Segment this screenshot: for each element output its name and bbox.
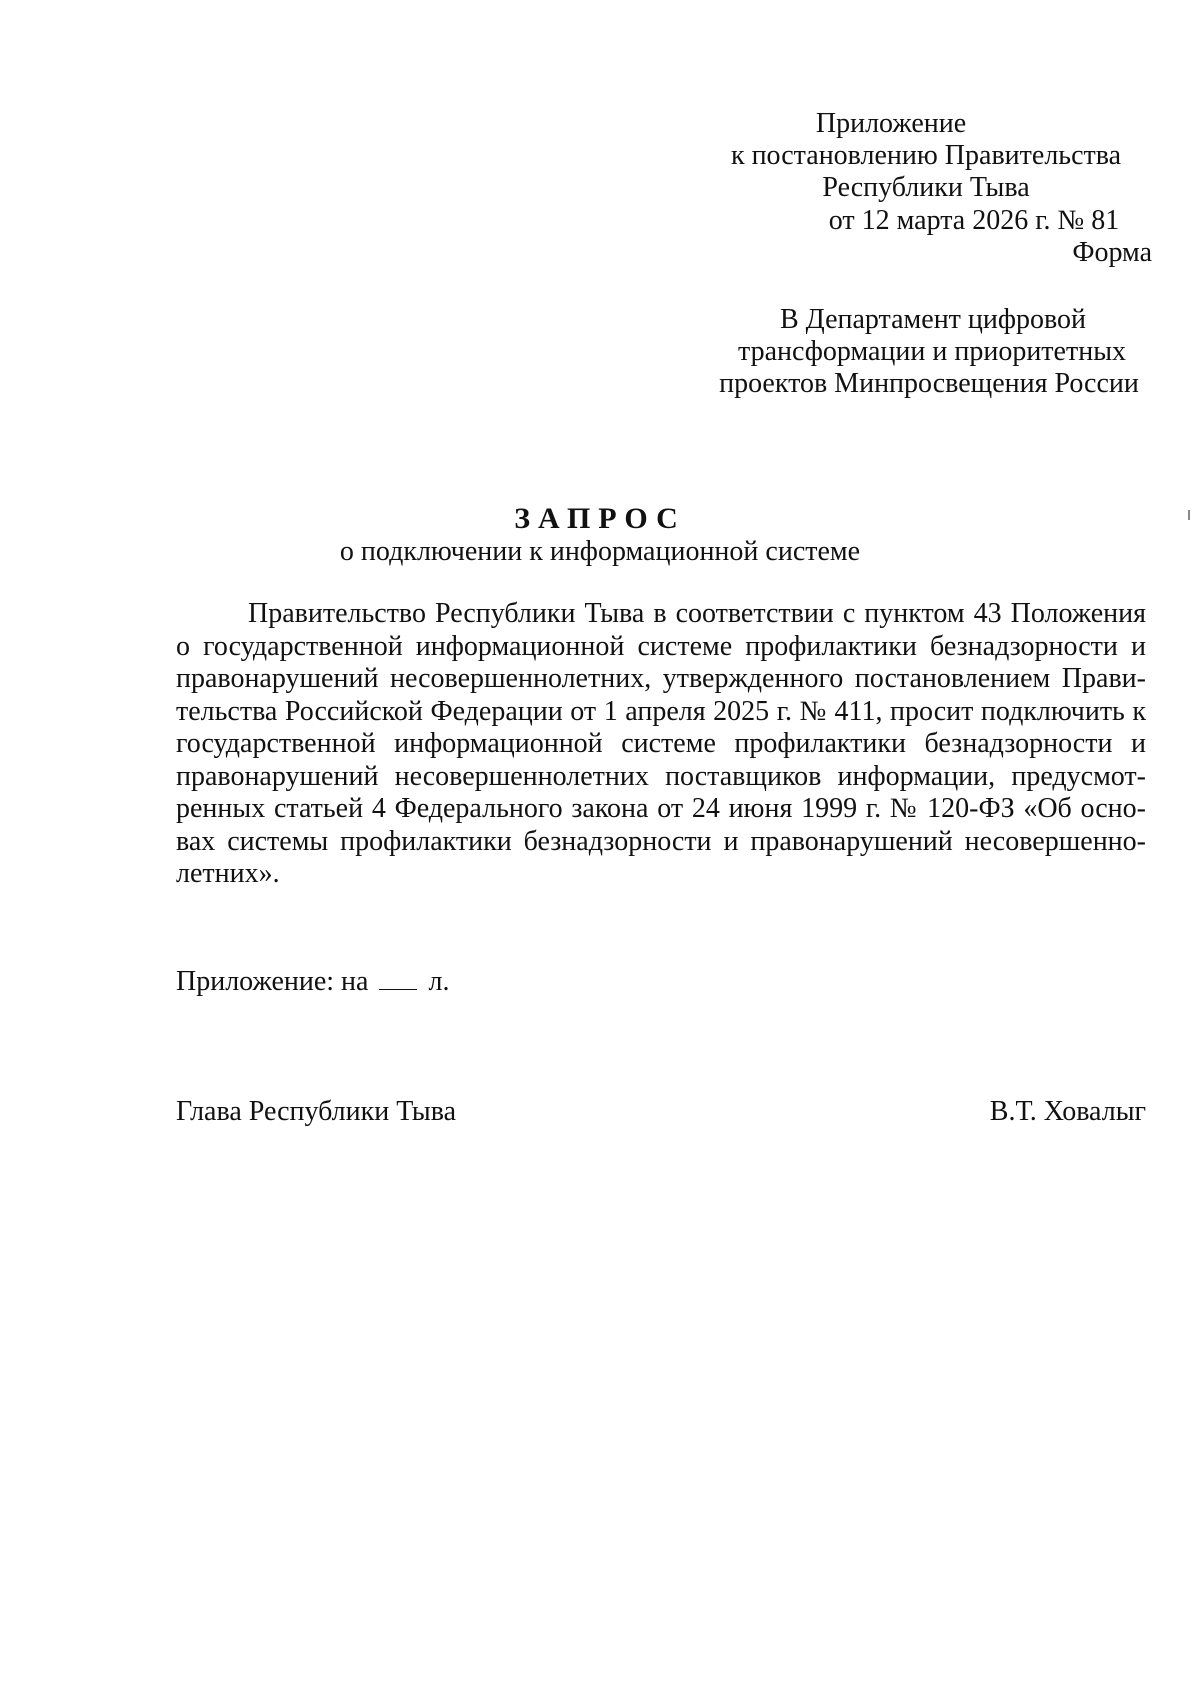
signatory-position: Глава Республики Тыва <box>176 1096 457 1127</box>
appendix-republic: Республики Тыва <box>822 172 1030 203</box>
addressee-line: В Департамент цифровой <box>779 304 1087 335</box>
form-label: Форма <box>1072 237 1152 268</box>
appendix-resolution-ref: к постановлению Правительства <box>730 140 1122 171</box>
signatory-name: В.Т. Ховалыг <box>989 1096 1146 1127</box>
attachment-line <box>176 966 449 998</box>
body-paragraph: Правительство Республики Тыва в соответствии с пунктом 43 Положения о государственной информационной системе профилактики безнадзорности и правонарушений несовершеннолетних, утвержденного постановлением Правительства Российской Федерации от 1 апреля 2025 г. № 411, просит подключить к государственной информационной системе профилактики безнадзорности и правонарушений несовершеннолетних поставщиков информации, предусмотренных статьей 4 Федерального закона от 24 июня 1999 г. № 120-ФЗ «Об основах системы профилактики безнадзорности и правонарушений несовершеннолетних». <box>176 598 1146 889</box>
addressee-line: трансформации и приоритетных <box>737 336 1127 367</box>
scan-edge-mark <box>1188 510 1190 520</box>
document-subtitle: о подключении к информационной системе <box>339 536 861 567</box>
addressee-line: проектов Минпросвещения России <box>719 368 1139 399</box>
attachment-prefix: Приложение: на <box>176 966 369 997</box>
attachment-blank-field <box>379 967 417 990</box>
appendix-title: Приложение <box>815 108 967 139</box>
attachment-suffix: л. <box>428 966 450 997</box>
document-title: ЗАПРОС <box>514 502 686 535</box>
appendix-date-number: от 12 марта 2026 г. № 81 <box>828 205 1120 236</box>
